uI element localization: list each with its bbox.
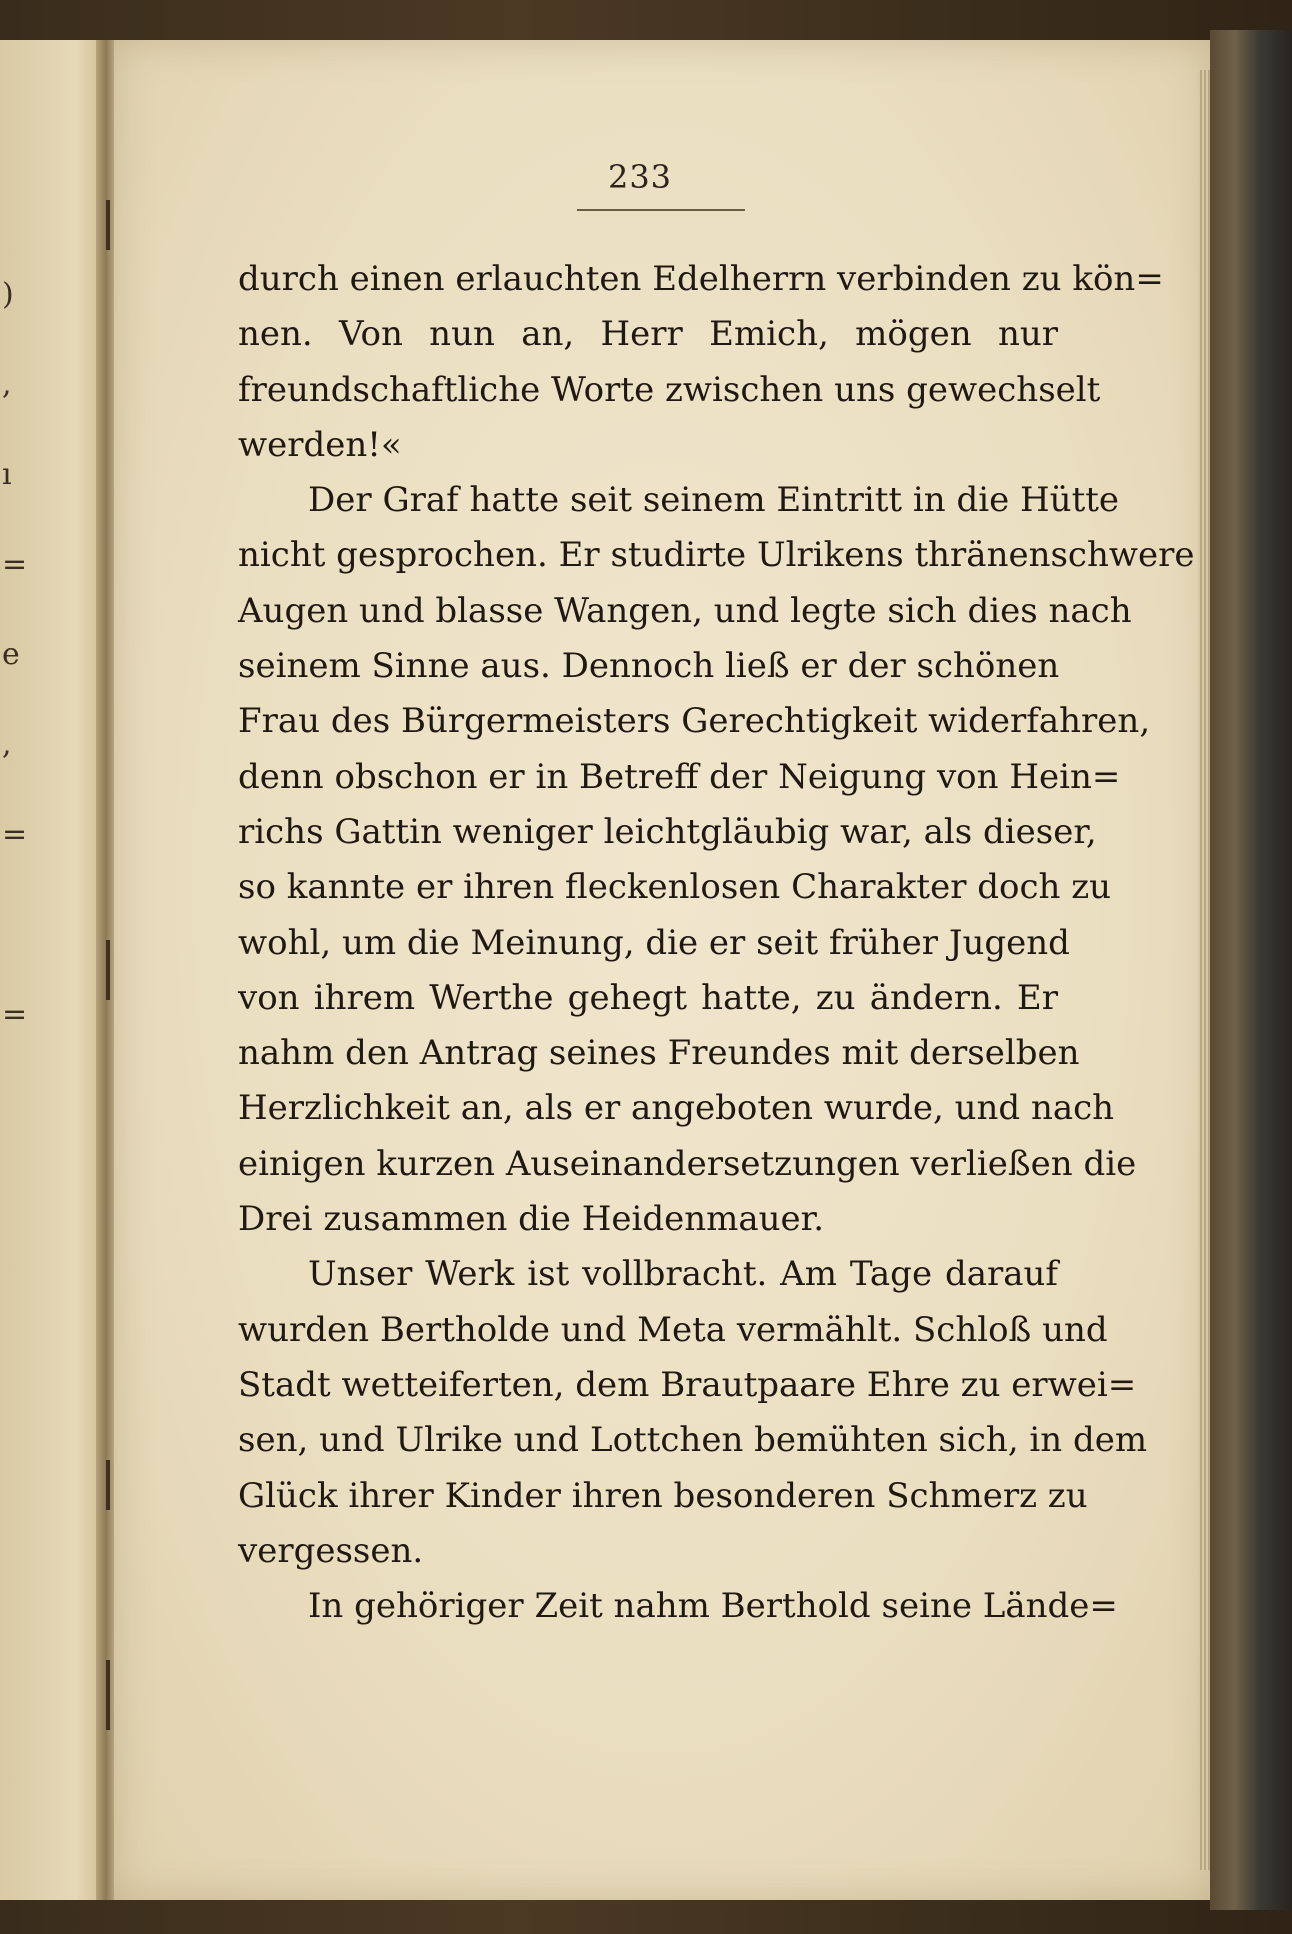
text-line: Augen und blasse Wangen, und legte sich dies nach bbox=[238, 590, 1132, 631]
text-line: Stadt wetteiferten, dem Brautpaare Ehre zu erwei= bbox=[238, 1364, 1137, 1405]
text-line: wohl, um die Meinung, die er seit früher Jugend bbox=[238, 922, 1070, 963]
text-line: Der Graf hatte seit seinem Eintritt in die Hütte bbox=[308, 480, 1120, 521]
left-page-mark bbox=[0, 880, 30, 970]
binding-thread bbox=[106, 1660, 110, 1730]
text-line: freundschaftliche Worte zwischen uns gewechselt bbox=[238, 369, 1101, 410]
left-page-mark: = bbox=[2, 547, 28, 582]
left-page-mark: , bbox=[2, 367, 12, 402]
text-line: wurden Bertholde und Meta vermählt. Schloß und bbox=[238, 1309, 1108, 1350]
text-line: Glück ihrer Kinder ihren besonderen Schmerz zu bbox=[238, 1475, 1088, 1516]
text-line: Drei zusammen die Heidenmauer. bbox=[238, 1199, 825, 1240]
text-line: Herzlichkeit an, als er angeboten wurde, und nach bbox=[238, 1088, 1115, 1129]
left-page-marks bbox=[0, 250, 30, 1060]
binding-thread bbox=[106, 200, 110, 250]
text-line: von ihrem Werthe gehegt hatte, zu ändern. Er bbox=[238, 977, 1058, 1018]
text-line: denn obschon er in Betreff der Neigung von Hein= bbox=[238, 756, 1121, 797]
left-page-mark: = bbox=[2, 997, 28, 1032]
text-line: nicht gesprochen. Er studirte Ulrikens thränenschwere bbox=[238, 535, 1195, 576]
text-line: In gehöriger Zeit nahm Berthold seine Lände= bbox=[308, 1586, 1118, 1627]
text-line: seinem Sinne aus. Dennoch ließ er der schönen bbox=[238, 646, 1060, 687]
text-line: durch einen erlauchten Edelherrn verbinden zu kön= bbox=[238, 259, 1164, 299]
binding-thread bbox=[106, 1460, 110, 1510]
body-text bbox=[238, 252, 1195, 1634]
text-line: nahm den Antrag seines Freundes mit derselben bbox=[238, 1033, 1080, 1074]
text-line: vergessen. bbox=[238, 1530, 424, 1571]
left-page-mark: ı bbox=[2, 457, 12, 492]
text-line: werden!« bbox=[238, 424, 402, 465]
text-line: nen. Von nun an, Herr Emich, mögen nur bbox=[238, 314, 1058, 355]
left-page-mark: e bbox=[2, 637, 20, 672]
header-rule bbox=[577, 209, 745, 211]
left-page-mark: , bbox=[2, 727, 12, 762]
page-number: 233 bbox=[607, 158, 673, 196]
left-page-mark: = bbox=[2, 817, 28, 852]
text-line: Frau des Bürgermeisters Gerechtigkeit widerfahren, bbox=[238, 701, 1151, 742]
binding-thread bbox=[106, 940, 110, 1000]
text-line: einigen kurzen Auseinandersetzungen verließen die bbox=[238, 1143, 1137, 1184]
text-line: so kannte er ihren fleckenlosen Charakter doch zu bbox=[238, 867, 1112, 908]
left-page-mark: ) bbox=[2, 277, 14, 312]
book-binding bbox=[1210, 30, 1292, 1910]
text-line: Unser Werk ist vollbracht. Am Tage darauf bbox=[308, 1254, 1058, 1295]
text-line: richs Gattin weniger leichtgläubig war, als dieser, bbox=[238, 811, 1097, 852]
text-line: sen, und Ulrike und Lottchen bemühten sich, in dem bbox=[238, 1420, 1148, 1461]
